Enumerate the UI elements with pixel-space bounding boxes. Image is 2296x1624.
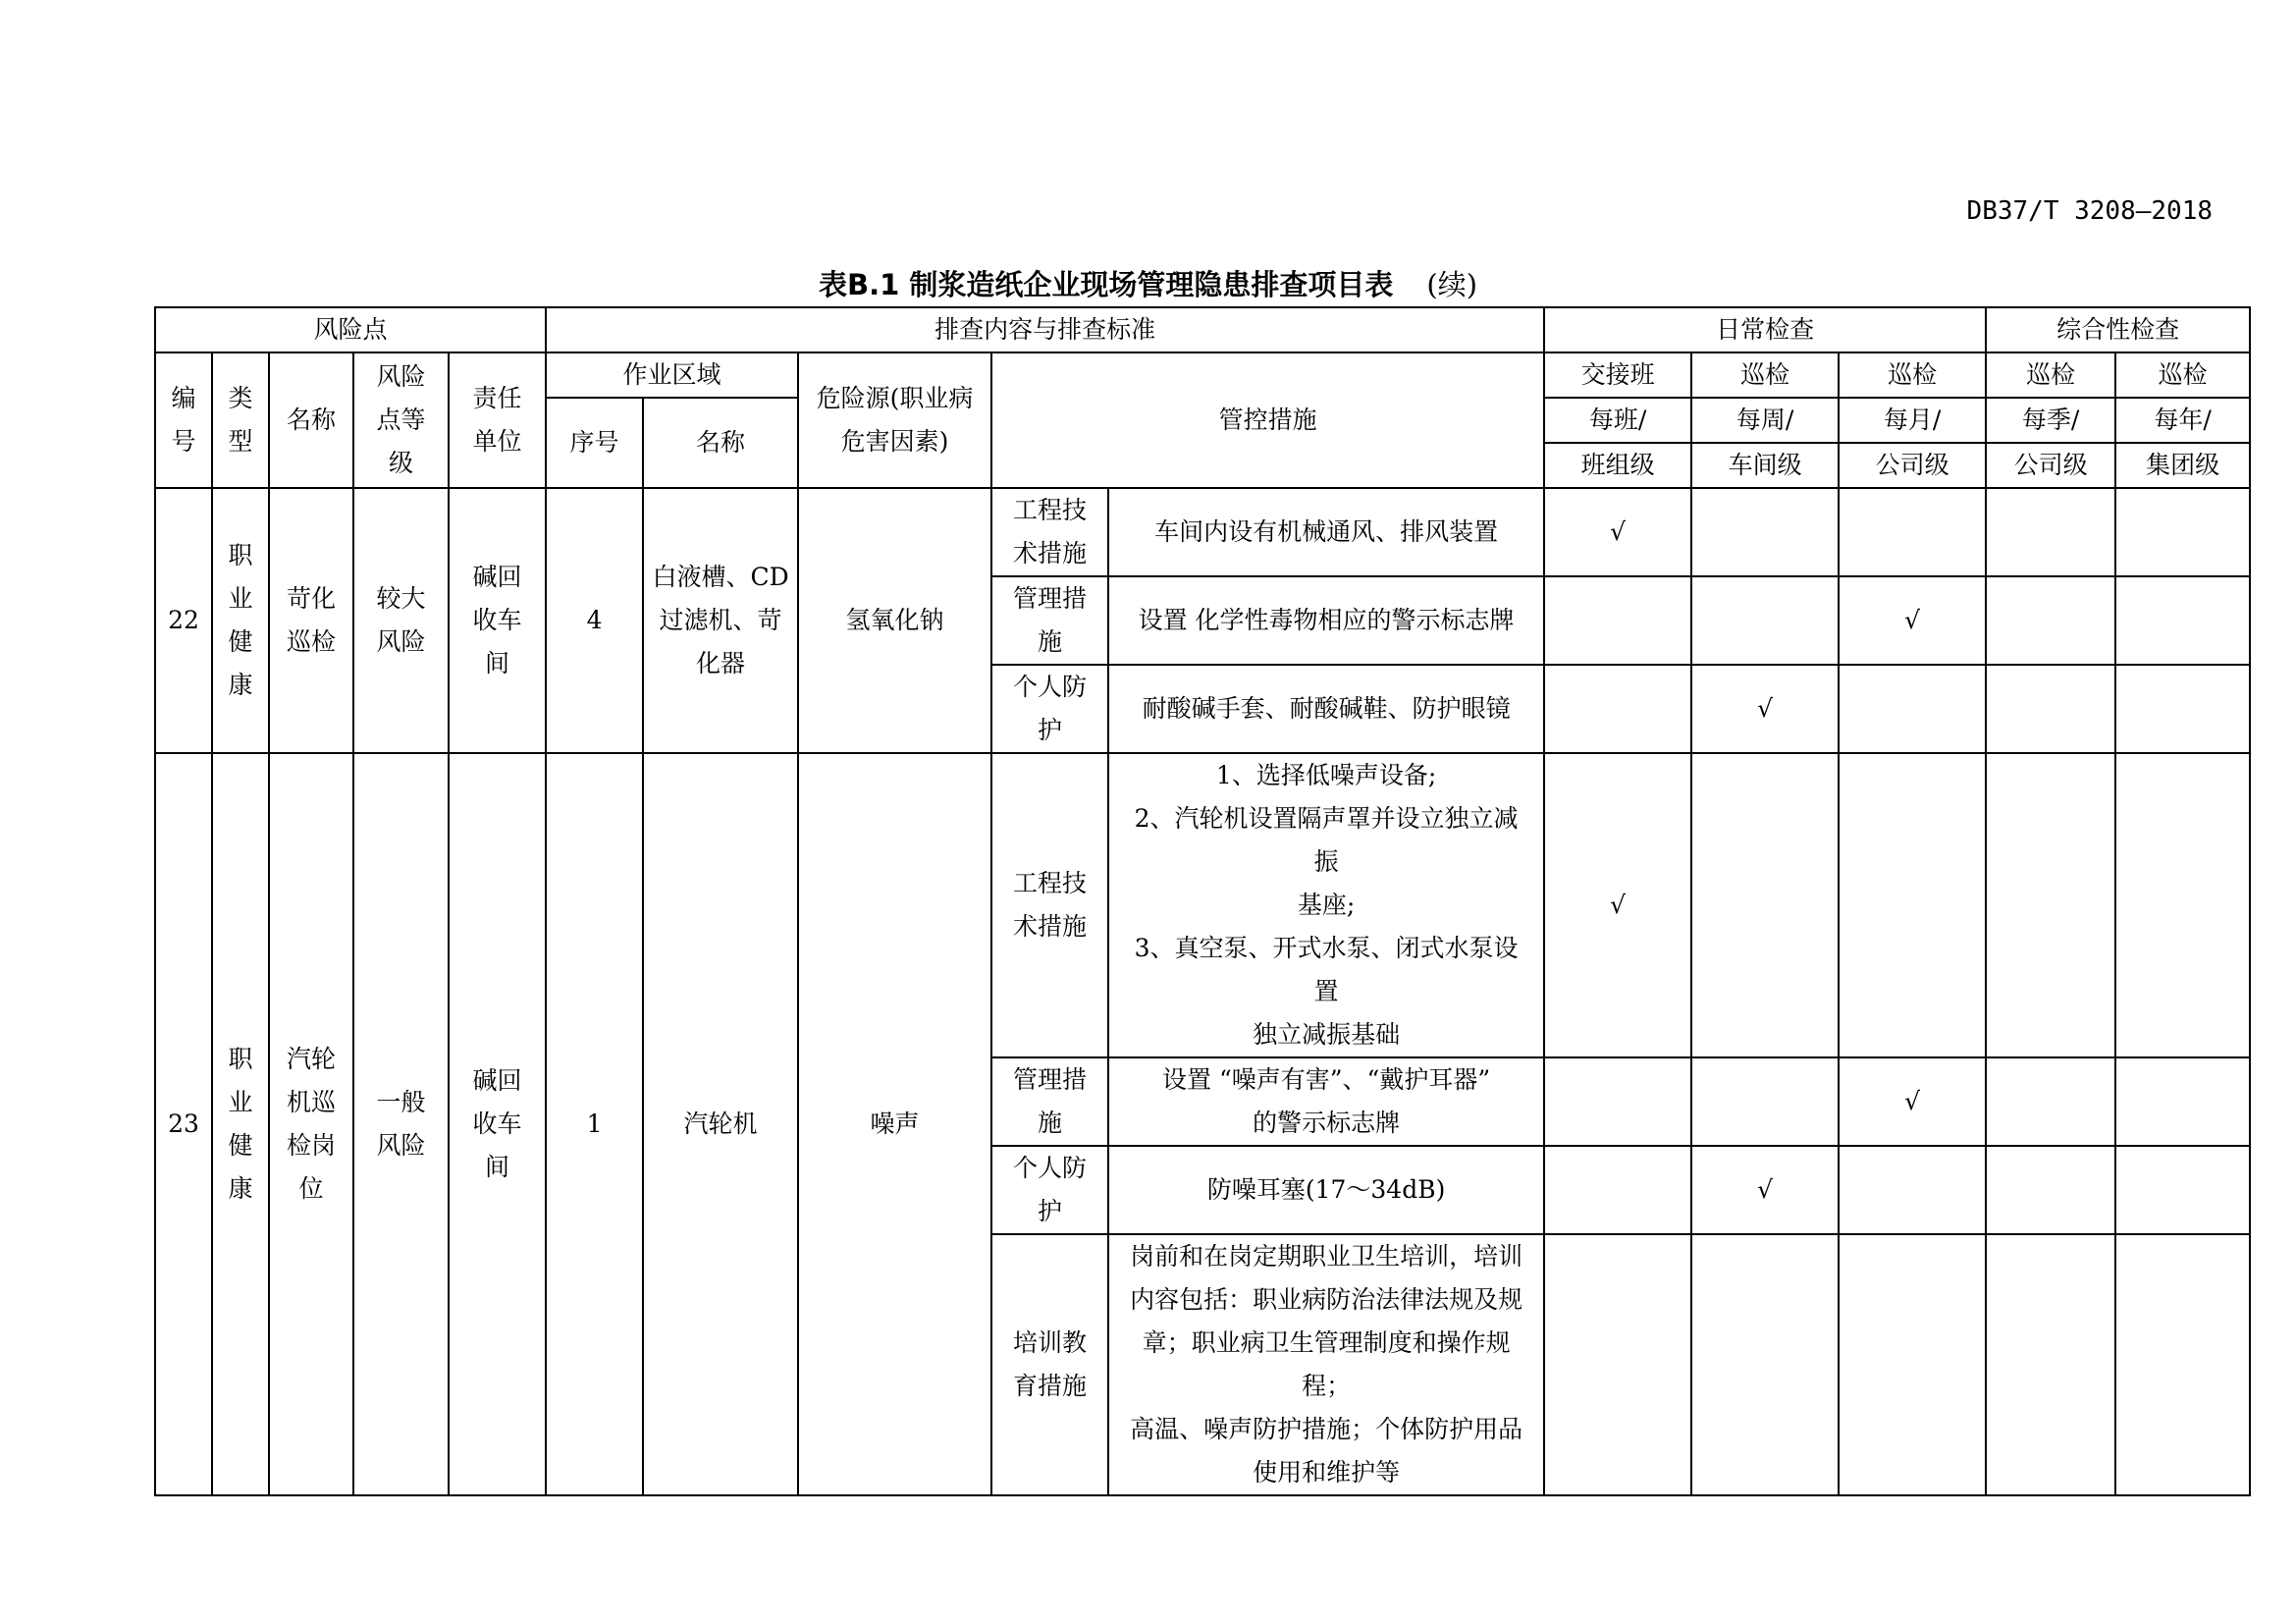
row23-measure4-check-monthly [1839, 1234, 1986, 1495]
row22-measure1-text: 车间内设有机械通风、排风装置 [1108, 488, 1544, 576]
header-comprehensive-check: 综合性检查 [1986, 307, 2250, 352]
row23-measure2-check-quarterly [1986, 1057, 2115, 1146]
table-row [155, 488, 2250, 576]
row23-measure1-check-weekly [1691, 753, 1839, 1057]
row23-measure3-check-quarterly [1986, 1146, 2115, 1234]
row22-measure2-category: 管理措 施 [991, 576, 1108, 665]
row23-measure2-text: 设置 “噪声有害”、“戴护耳器” 的警示标志牌 [1108, 1057, 1544, 1146]
row23-measure3-check-weekly: √ [1691, 1146, 1839, 1234]
row23-measure1-check-quarterly [1986, 753, 2115, 1057]
row23-measure2-check-shift [1544, 1057, 1691, 1146]
header-weekly-3: 车间级 [1691, 443, 1839, 488]
header-weekly-1: 巡检 [1691, 352, 1839, 398]
row23-measure1-text: 1、选择低噪声设备; 2、汽轮机设置隔声罩并设立独立减振 基座; 3、真空泵、开式水泵、闭式水泵设置 独立减振基础 [1108, 753, 1544, 1057]
row22-measure3-check-weekly: √ [1691, 665, 1839, 753]
header-type: 类 型 [212, 352, 269, 488]
header-check-content: 排查内容与排查标准 [546, 307, 1544, 352]
row22-measure2-text: 设置 化学性毒物相应的警示标志牌 [1108, 576, 1544, 665]
row23-measure4-check-yearly [2115, 1234, 2250, 1495]
header-monthly-3: 公司级 [1839, 443, 1986, 488]
row22-measure2-check-monthly: √ [1839, 576, 1986, 665]
header-weekly-2: 每周/ [1691, 398, 1839, 443]
row23-measure4-check-shift [1544, 1234, 1691, 1495]
table-row [155, 753, 2250, 1057]
header-daily-check: 日常检查 [1544, 307, 1986, 352]
header-num: 编 号 [155, 352, 212, 488]
standard-code: DB37/T 3208—2018 [1966, 196, 2213, 226]
row23-seq: 1 [546, 753, 643, 1495]
header-shift-1: 交接班 [1544, 352, 1691, 398]
row22-measure3-check-shift [1544, 665, 1691, 753]
row23-measure2-check-weekly [1691, 1057, 1839, 1146]
row22-unit: 碱回 收车 间 [449, 488, 546, 753]
header-work-area: 作业区域 [546, 352, 798, 398]
header-monthly-1: 巡检 [1839, 352, 1986, 398]
row22-area: 白液槽、CD 过滤机、苛 化器 [643, 488, 798, 753]
row22-measure3-check-monthly [1839, 665, 1986, 753]
row22-risk-level: 较大 风险 [353, 488, 449, 753]
header-quarterly-3: 公司级 [1986, 443, 2115, 488]
row23-measure4-text: 岗前和在岗定期职业卫生培训，培训 内容包括：职业病防治法律法规及规 章；职业病卫生管理制度和操作规程； 高温、噪声防护措施；个体防护用品 使用和维护等 [1108, 1234, 1544, 1495]
header-resp-unit: 责任 单位 [449, 352, 546, 488]
row22-measure1-check-yearly [2115, 488, 2250, 576]
header-shift-2: 每班/ [1544, 398, 1691, 443]
row23-measure4-category: 培训教 育措施 [991, 1234, 1108, 1495]
header-row-2 [155, 352, 2250, 398]
row22-measure2-check-shift [1544, 576, 1691, 665]
row23-measure1-category: 工程技 术措施 [991, 753, 1108, 1057]
row22-hazard: 氢氧化钠 [798, 488, 991, 753]
row22-measure2-check-quarterly [1986, 576, 2115, 665]
row23-measure3-check-monthly [1839, 1146, 1986, 1234]
header-yearly-2: 每年/ [2115, 398, 2250, 443]
row22-measure2-check-weekly [1691, 576, 1839, 665]
header-monthly-2: 每月/ [1839, 398, 1986, 443]
row23-hazard: 噪声 [798, 753, 991, 1495]
header-quarterly-1: 巡检 [1986, 352, 2115, 398]
row22-measure1-check-monthly [1839, 488, 1986, 576]
row23-name: 汽轮 机巡 检岗 位 [269, 753, 353, 1495]
row22-measure1-check-weekly [1691, 488, 1839, 576]
table-title: 表B.1 制浆造纸企业现场管理隐患排查项目表 [818, 268, 1394, 301]
row23-num: 23 [155, 753, 212, 1495]
header-risk-point: 风险点 [155, 307, 546, 352]
row22-measure1-check-shift: √ [1544, 488, 1691, 576]
row22-measure3-check-quarterly [1986, 665, 2115, 753]
row23-measure3-check-yearly [2115, 1146, 2250, 1234]
row22-measure3-category: 个人防 护 [991, 665, 1108, 753]
header-yearly-1: 巡检 [2115, 352, 2250, 398]
row23-measure3-text: 防噪耳塞(17～34dB) [1108, 1146, 1544, 1234]
hazard-checklist-table [154, 306, 2251, 1496]
header-risk-level: 风险 点等 级 [353, 352, 449, 488]
header-quarterly-2: 每季/ [1986, 398, 2115, 443]
row23-measure1-check-monthly [1839, 753, 1986, 1057]
table-caption [0, 263, 2296, 303]
header-shift-3: 班组级 [1544, 443, 1691, 488]
row23-area: 汽轮机 [643, 753, 798, 1495]
row22-measure2-check-yearly [2115, 576, 2250, 665]
row23-unit: 碱回 收车 间 [449, 753, 546, 1495]
row23-measure4-check-weekly [1691, 1234, 1839, 1495]
header-yearly-3: 集团级 [2115, 443, 2250, 488]
row23-measure3-check-shift [1544, 1146, 1691, 1234]
header-area-name: 名称 [643, 398, 798, 488]
row23-measure2-category: 管理措 施 [991, 1057, 1108, 1146]
row23-measure4-check-quarterly [1986, 1234, 2115, 1495]
row22-measure1-category: 工程技 术措施 [991, 488, 1108, 576]
row22-measure3-text: 耐酸碱手套、耐酸碱鞋、防护眼镜 [1108, 665, 1544, 753]
header-seq: 序号 [546, 398, 643, 488]
row23-measure1-check-shift: √ [1544, 753, 1691, 1057]
row22-name: 苛化 巡检 [269, 488, 353, 753]
row23-measure2-check-yearly [2115, 1057, 2250, 1146]
row22-measure3-check-yearly [2115, 665, 2250, 753]
row22-measure1-check-quarterly [1986, 488, 2115, 576]
row22-type: 职 业 健 康 [212, 488, 269, 753]
header-name: 名称 [269, 352, 353, 488]
row22-num: 22 [155, 488, 212, 753]
row23-risk-level: 一般 风险 [353, 753, 449, 1495]
row23-measure3-category: 个人防 护 [991, 1146, 1108, 1234]
continued-label: (续) [1426, 268, 1478, 301]
header-row-1 [155, 307, 2250, 352]
header-control: 管控措施 [991, 352, 1544, 488]
row23-measure2-check-monthly: √ [1839, 1057, 1986, 1146]
row23-measure1-check-yearly [2115, 753, 2250, 1057]
row22-seq: 4 [546, 488, 643, 753]
row23-type: 职 业 健 康 [212, 753, 269, 1495]
header-hazard: 危险源(职业病 危害因素) [798, 352, 991, 488]
